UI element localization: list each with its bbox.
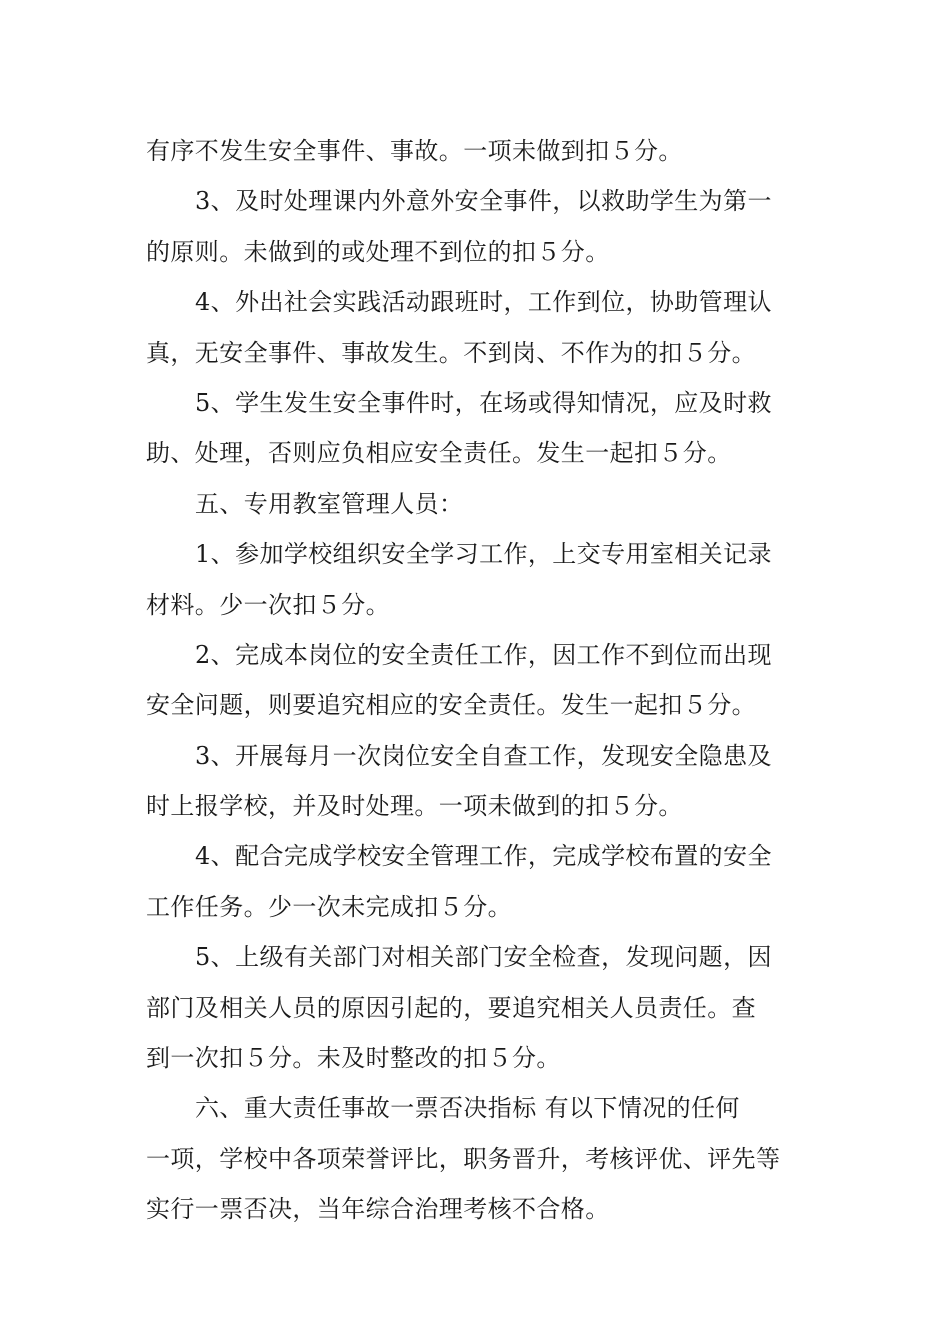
text-line: 一项，学校中各项荣誉评比，职务晋升，考核评优、评先等 <box>146 1144 781 1173</box>
text-line: 安全问题，则要追究相应的安全责任。发生一起扣５分。 <box>146 691 756 720</box>
document-body <box>146 126 786 1235</box>
text-line: 的原则。未做到的或处理不到位的扣５分。 <box>146 237 610 266</box>
text-line: 4、配合完成学校安全管理工作，完成学校布置的安全 <box>195 842 772 871</box>
text-line: 5、上级有关部门对相关部门安全检查，发现问题，因 <box>195 943 772 972</box>
text-line: 3、开展每月一次岗位安全自查工作，发现安全隐患及 <box>195 741 772 770</box>
text-line: 3、及时处理课内外意外安全事件，以救助学生为第一 <box>195 187 772 216</box>
text-line: 真，无安全事件、事故发生。不到岗、不作为的扣５分。 <box>146 338 756 367</box>
text-line: 4、外出社会实践活动跟班时，工作到位，协助管理认 <box>195 288 772 317</box>
section-heading: 五、专用教室管理人员： <box>195 489 464 518</box>
text-line: 5、学生发生安全事件时，在场或得知情况，应及时救 <box>195 388 772 417</box>
text-line: 2、完成本岗位的安全责任工作，因工作不到位而出现 <box>195 640 772 669</box>
text-line: 有序不发生安全事件、事故。一项未做到扣５分。 <box>146 137 683 165</box>
text-line: 到一次扣５分。未及时整改的扣５分。 <box>146 1044 561 1073</box>
text-line: 时上报学校，并及时处理。一项未做到的扣５分。 <box>146 792 683 821</box>
text-line: 助、处理，否则应负相应安全责任。发生一起扣５分。 <box>146 439 732 468</box>
text-line: 1、参加学校组织安全学习工作，上交专用室相关记录 <box>195 540 772 569</box>
section-heading: 六、重大责任事故一票否决指标 有以下情况的任何 <box>195 1094 740 1123</box>
text-line: 部门及相关人员的原因引起的，要追究相关人员责任。查 <box>146 993 756 1022</box>
text-line: 工作任务。少一次未完成扣５分。 <box>146 892 512 921</box>
text-line: 材料。少一次扣５分。 <box>146 590 390 619</box>
text-line: 实行一票否决，当年综合治理考核不合格。 <box>146 1195 610 1224</box>
